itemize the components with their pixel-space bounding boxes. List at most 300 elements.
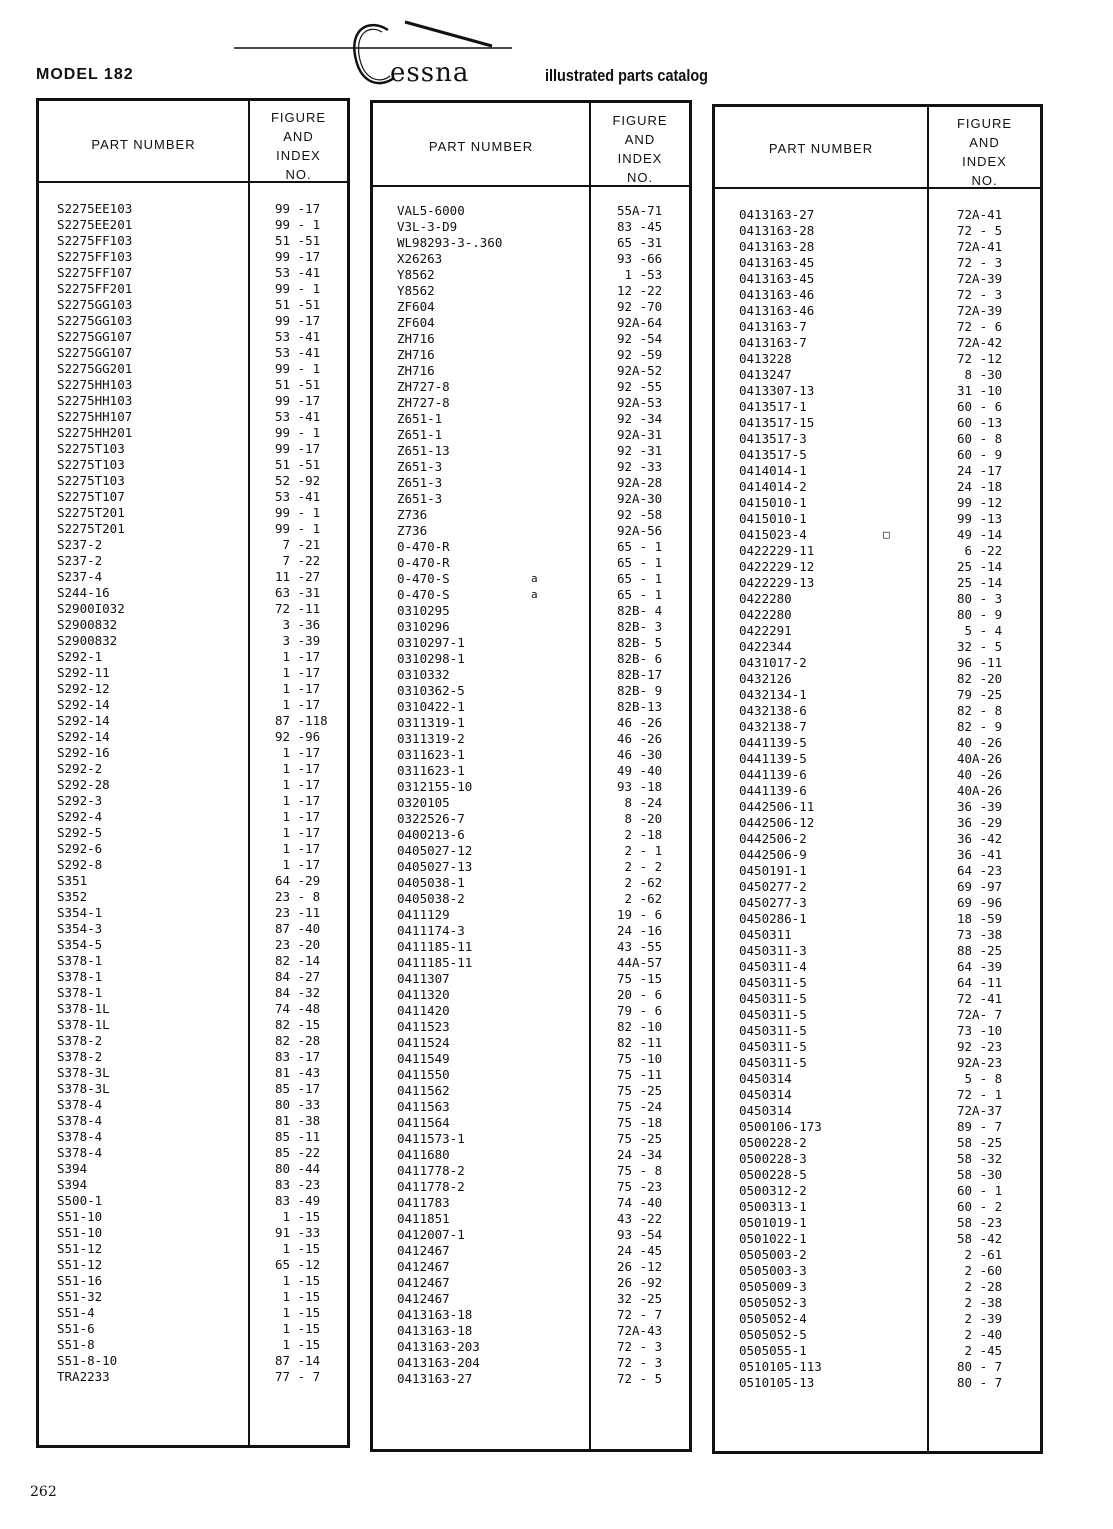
table-row xyxy=(373,1211,689,1227)
figure-index: 83 -23 xyxy=(275,1177,321,1192)
part-number: S354-5 xyxy=(57,937,103,952)
table-row xyxy=(39,1353,347,1369)
figure-index: 74 -40 xyxy=(617,1195,663,1210)
table-row xyxy=(715,1039,1040,1055)
table-row xyxy=(39,233,347,249)
table-row xyxy=(715,639,1040,655)
part-number: S292-14 xyxy=(57,729,110,744)
part-number: 0413307-13 xyxy=(739,383,815,398)
figure-index: 60 - 8 xyxy=(957,431,1003,446)
table-row xyxy=(715,1199,1040,1215)
figure-index: 5 - 8 xyxy=(957,1071,1003,1086)
figure-index: 72 -12 xyxy=(957,351,1003,366)
part-number: S394 xyxy=(57,1177,88,1192)
part-number: 0310422-1 xyxy=(397,699,465,714)
figure-index: 83 -45 xyxy=(617,219,663,234)
part-number: S2275GG103 xyxy=(57,313,133,328)
part-number: S51-16 xyxy=(57,1273,103,1288)
table-row xyxy=(39,985,347,1001)
part-number: 0450311-5 xyxy=(739,1007,807,1022)
figure-index: 1 -15 xyxy=(275,1241,321,1256)
part-number: S244-16 xyxy=(57,585,110,600)
table-row xyxy=(39,393,347,409)
part-number: 0500312-2 xyxy=(739,1183,807,1198)
table-row xyxy=(39,1017,347,1033)
parts-list xyxy=(715,207,1040,1391)
figure-index: 43 -22 xyxy=(617,1211,663,1226)
part-number: 0400213-6 xyxy=(397,827,465,842)
part-number: S51-12 xyxy=(57,1241,103,1256)
table-row xyxy=(715,1279,1040,1295)
part-number: S2275HH103 xyxy=(57,393,133,408)
table-row xyxy=(373,667,689,683)
figure-index: 72A-41 xyxy=(957,239,1003,254)
figure-index: 26 -92 xyxy=(617,1275,663,1290)
table-row xyxy=(39,1209,347,1225)
part-number: S378-1L xyxy=(57,1017,110,1032)
figure-index: 36 -29 xyxy=(957,815,1003,830)
figure-index: 65 -31 xyxy=(617,235,663,250)
table-row xyxy=(715,239,1040,255)
part-number: 0413163-28 xyxy=(739,239,815,254)
part-number: 0500106-173 xyxy=(739,1119,822,1134)
part-number: 0320105 xyxy=(397,795,450,810)
part-number: 0450277-2 xyxy=(739,879,807,894)
table-row xyxy=(715,703,1040,719)
part-number: 0442506-11 xyxy=(739,799,815,814)
table-row xyxy=(39,793,347,809)
part-number: S354-3 xyxy=(57,921,103,936)
figure-index: 24 -16 xyxy=(617,923,663,938)
figure-index: 18 -59 xyxy=(957,911,1003,926)
table-row xyxy=(715,783,1040,799)
figure-index: 24 -34 xyxy=(617,1147,663,1162)
table-row xyxy=(715,655,1040,671)
figure-index: 72 -41 xyxy=(957,991,1003,1006)
figure-index: 82 -20 xyxy=(957,671,1003,686)
figure-index: 87 -118 xyxy=(275,713,328,728)
figure-index: 53 -41 xyxy=(275,345,321,360)
part-number: 0411851 xyxy=(397,1211,450,1226)
part-number: S292-14 xyxy=(57,713,110,728)
part-number: S2275GG107 xyxy=(57,329,133,344)
figure-index: 1 -17 xyxy=(275,777,321,792)
figure-index: 84 -32 xyxy=(275,985,321,1000)
part-number: S2275HH201 xyxy=(57,425,133,440)
figure-index: 83 -49 xyxy=(275,1193,321,1208)
part-number: S2275T201 xyxy=(57,521,125,536)
table-row xyxy=(715,975,1040,991)
part-number: 0310297-1 xyxy=(397,635,465,650)
table-row xyxy=(715,1151,1040,1167)
table-row xyxy=(373,283,689,299)
parts-list xyxy=(39,201,347,1385)
table-row xyxy=(373,1179,689,1195)
figure-index: 46 -26 xyxy=(617,715,663,730)
figure-index: 1 -15 xyxy=(275,1321,321,1336)
figure-index: 58 -42 xyxy=(957,1231,1003,1246)
figure-index: 1 -17 xyxy=(275,745,321,760)
table-row xyxy=(715,847,1040,863)
table-row xyxy=(715,751,1040,767)
figure-index: 96 -11 xyxy=(957,655,1003,670)
part-number: 0413163-7 xyxy=(739,335,807,350)
part-number: S2900I032 xyxy=(57,601,125,616)
figure-index: 65 - 1 xyxy=(617,571,663,586)
part-number: 0310362-5 xyxy=(397,683,465,698)
table-row xyxy=(39,665,347,681)
part-number: 0414014-1 xyxy=(739,463,807,478)
table-row xyxy=(715,863,1040,879)
table-row xyxy=(373,955,689,971)
figure-index: 87 -14 xyxy=(275,1353,321,1368)
table-row xyxy=(373,1115,689,1131)
figure-index: 2 -38 xyxy=(957,1295,1003,1310)
table-row xyxy=(39,265,347,281)
part-number: 0411307 xyxy=(397,971,450,986)
part-number: ZF604 xyxy=(397,315,435,330)
table-row xyxy=(715,223,1040,239)
table-row xyxy=(39,1273,347,1289)
table-row xyxy=(715,559,1040,575)
part-number: S51-4 xyxy=(57,1305,95,1320)
table-row xyxy=(373,1259,689,1275)
figure-index: 2 - 1 xyxy=(617,843,663,858)
figure-index: 1 -17 xyxy=(275,697,321,712)
part-number: 0431017-2 xyxy=(739,655,807,670)
figure-index: 2 -60 xyxy=(957,1263,1003,1278)
part-number: Z651-1 xyxy=(397,411,443,426)
table-row xyxy=(715,1359,1040,1375)
figure-index: 93 -54 xyxy=(617,1227,663,1242)
part-number: 0411524 xyxy=(397,1035,450,1050)
table-row xyxy=(373,1147,689,1163)
figure-index: 82 -15 xyxy=(275,1017,321,1032)
part-number: 0422280 xyxy=(739,607,792,622)
part-number: 0413228 xyxy=(739,351,792,366)
part-number: S292-2 xyxy=(57,761,103,776)
table-row xyxy=(373,427,689,443)
figure-index: 60 - 2 xyxy=(957,1199,1003,1214)
table-row xyxy=(373,411,689,427)
part-number: 0310295 xyxy=(397,603,450,618)
figure-index: 64 -23 xyxy=(957,863,1003,878)
figure-index: 64 -29 xyxy=(275,873,321,888)
figure-index: 25 -14 xyxy=(957,575,1003,590)
figure-index: 1 -17 xyxy=(275,761,321,776)
table-row xyxy=(39,697,347,713)
table-row xyxy=(373,619,689,635)
table-row xyxy=(715,1231,1040,1247)
figure-index: 1 -17 xyxy=(275,793,321,808)
part-number: S51-12 xyxy=(57,1257,103,1272)
figure-index: 82B- 4 xyxy=(617,603,663,618)
part-number: 0442506-12 xyxy=(739,815,815,830)
figure-index: 85 -11 xyxy=(275,1129,321,1144)
figure-index: 72 - 3 xyxy=(957,255,1003,270)
figure-index: 46 -26 xyxy=(617,731,663,746)
part-number: ZH727-8 xyxy=(397,395,450,410)
figure-index: 2 -39 xyxy=(957,1311,1003,1326)
part-number: 0413163-45 xyxy=(739,271,815,286)
figure-index: 44A-57 xyxy=(617,955,663,970)
part-number: TRA2233 xyxy=(57,1369,110,1384)
part-number: 0412467 xyxy=(397,1243,450,1258)
part-number: 0411563 xyxy=(397,1099,450,1114)
figure-index: 82B-17 xyxy=(617,667,663,682)
figure-index: 99 - 1 xyxy=(275,217,321,232)
part-number: S351 xyxy=(57,873,88,888)
part-number: S292-11 xyxy=(57,665,110,680)
table-row xyxy=(39,441,347,457)
part-number: 0510105-13 xyxy=(739,1375,815,1390)
table-row xyxy=(373,539,689,555)
part-number: 0-470-R xyxy=(397,555,450,570)
part-number: 0441139-6 xyxy=(739,783,807,798)
figure-index: 99 - 1 xyxy=(275,521,321,536)
table-row xyxy=(373,1131,689,1147)
figure-index: 72 - 6 xyxy=(957,319,1003,334)
part-number: S378-1 xyxy=(57,953,103,968)
part-number: 0413163-18 xyxy=(397,1307,473,1322)
table-row xyxy=(373,923,689,939)
figure-index: 92A-52 xyxy=(617,363,663,378)
table-row xyxy=(373,1195,689,1211)
figure-index: 99 - 1 xyxy=(275,281,321,296)
part-number: 0442506-9 xyxy=(739,847,807,862)
table-row xyxy=(715,1327,1040,1343)
figure-index: 82 - 8 xyxy=(957,703,1003,718)
table-row xyxy=(715,943,1040,959)
part-number: 0500228-2 xyxy=(739,1135,807,1150)
figure-index-header: FIGURE AND INDEX NO. xyxy=(956,116,1013,188)
figure-index: 60 - 1 xyxy=(957,1183,1003,1198)
part-number: 0-470-R xyxy=(397,539,450,554)
figure-index: 63 -31 xyxy=(275,585,321,600)
part-number: S51-10 xyxy=(57,1209,103,1224)
figure-index: 8 -20 xyxy=(617,811,663,826)
part-number: S378-1 xyxy=(57,985,103,1000)
figure-index: 1 -17 xyxy=(275,841,321,856)
figure-index: 99 - 1 xyxy=(275,505,321,520)
note-mark: □ xyxy=(883,528,890,541)
part-number: 0441139-6 xyxy=(739,767,807,782)
part-number: S378-3L xyxy=(57,1081,110,1096)
figure-index: 32 -25 xyxy=(617,1291,663,1306)
table-row xyxy=(715,927,1040,943)
figure-index: 99 - 1 xyxy=(275,425,321,440)
table-row xyxy=(39,937,347,953)
figure-index: 82B- 6 xyxy=(617,651,663,666)
part-number: 0422291 xyxy=(739,623,792,638)
table-row xyxy=(373,251,689,267)
figure-index: 2 -62 xyxy=(617,875,663,890)
figure-index: 75 -15 xyxy=(617,971,663,986)
part-number: S237-2 xyxy=(57,553,103,568)
table-row xyxy=(373,315,689,331)
part-number: 0413517-5 xyxy=(739,447,807,462)
figure-index: 77 - 7 xyxy=(275,1369,321,1384)
table-row xyxy=(715,463,1040,479)
figure-index: 49 -14 xyxy=(957,527,1003,542)
part-number: 0411320 xyxy=(397,987,450,1002)
part-number: V3L-3-D9 xyxy=(397,219,458,234)
part-number: S237-4 xyxy=(57,569,103,584)
table-row xyxy=(715,1375,1040,1391)
part-number: 0432138-6 xyxy=(739,703,807,718)
part-number: 0422229-11 xyxy=(739,543,815,558)
part-number-header: PART NUMBER xyxy=(768,141,874,156)
figure-index: 87 -40 xyxy=(275,921,321,936)
figure-index: 72 - 3 xyxy=(617,1355,663,1370)
part-number: S2275T103 xyxy=(57,457,125,472)
part-number: 0505055-1 xyxy=(739,1343,807,1358)
figure-index: 58 -32 xyxy=(957,1151,1003,1166)
figure-index: 92 -55 xyxy=(617,379,663,394)
part-number: S2275FF103 xyxy=(57,233,133,248)
figure-index: 72 - 1 xyxy=(957,1087,1003,1102)
figure-index: 80 - 7 xyxy=(957,1359,1003,1374)
table-row xyxy=(373,1371,689,1387)
figure-index: 79 -25 xyxy=(957,687,1003,702)
figure-index: 92A-56 xyxy=(617,523,663,538)
part-number: S2275FF103 xyxy=(57,249,133,264)
table-row xyxy=(373,331,689,347)
part-number: 0412467 xyxy=(397,1291,450,1306)
part-number: Z651-3 xyxy=(397,475,443,490)
table-row xyxy=(39,649,347,665)
part-number: 0422280 xyxy=(739,591,792,606)
figure-index: 93 -18 xyxy=(617,779,663,794)
table-row xyxy=(715,383,1040,399)
table-row xyxy=(39,1049,347,1065)
table-row xyxy=(373,1099,689,1115)
figure-index: 81 -38 xyxy=(275,1113,321,1128)
part-number: S2275GG107 xyxy=(57,345,133,360)
figure-index: 64 -39 xyxy=(957,959,1003,974)
figure-index: 72A-43 xyxy=(617,1323,663,1338)
figure-index: 84 -27 xyxy=(275,969,321,984)
figure-index: 19 - 6 xyxy=(617,907,663,922)
part-number: 0311319-2 xyxy=(397,731,465,746)
part-number: Z651-3 xyxy=(397,491,443,506)
part-number: Y8562 xyxy=(397,267,435,282)
part-number: S500-1 xyxy=(57,1193,103,1208)
table-row xyxy=(39,1033,347,1049)
part-number: S2275FF201 xyxy=(57,281,133,296)
table-row xyxy=(39,1241,347,1257)
figure-index: 7 -22 xyxy=(275,553,321,568)
table-row xyxy=(715,575,1040,591)
figure-index: 93 -66 xyxy=(617,251,663,266)
table-row xyxy=(39,1177,347,1193)
part-number: S292-5 xyxy=(57,825,103,840)
part-number: S2275GG201 xyxy=(57,361,133,376)
part-number-header: PART NUMBER xyxy=(91,137,196,152)
table-row xyxy=(39,809,347,825)
figure-index: 82 - 9 xyxy=(957,719,1003,734)
figure-index: 40A-26 xyxy=(957,783,1003,798)
figure-index: 23 - 8 xyxy=(275,889,321,904)
table-row xyxy=(373,395,689,411)
figure-index: 11 -27 xyxy=(275,569,321,584)
table-row xyxy=(39,249,347,265)
figure-index: 99 -17 xyxy=(275,249,321,264)
table-row xyxy=(373,299,689,315)
part-number: 0405027-13 xyxy=(397,859,473,874)
table-row xyxy=(715,351,1040,367)
table-row xyxy=(715,911,1040,927)
part-number: ZF604 xyxy=(397,299,435,314)
table-row xyxy=(39,1097,347,1113)
figure-index: 72 - 3 xyxy=(957,287,1003,302)
part-number: S378-1L xyxy=(57,1001,110,1016)
figure-index: 49 -40 xyxy=(617,763,663,778)
part-number: S378-4 xyxy=(57,1113,103,1128)
figure-index: 3 -39 xyxy=(275,633,321,648)
table-row xyxy=(373,875,689,891)
table-row xyxy=(39,617,347,633)
figure-index: 75 -25 xyxy=(617,1131,663,1146)
figure-index: 82 -14 xyxy=(275,953,321,968)
table-row xyxy=(373,731,689,747)
table-row xyxy=(39,1257,347,1273)
table-row xyxy=(373,219,689,235)
part-number: 0411420 xyxy=(397,1003,450,1018)
part-number: S378-2 xyxy=(57,1049,103,1064)
figure-index: 51 -51 xyxy=(275,233,321,248)
figure-index: 92 -59 xyxy=(617,347,663,362)
figure-index: 65 - 1 xyxy=(617,555,663,570)
part-number: 0500313-1 xyxy=(739,1199,807,1214)
part-number: S292-14 xyxy=(57,697,110,712)
table-row xyxy=(373,1227,689,1243)
table-row xyxy=(715,431,1040,447)
table-row xyxy=(373,1339,689,1355)
part-number: 0450277-3 xyxy=(739,895,807,910)
part-number: Z651-1 xyxy=(397,427,443,442)
table-row xyxy=(715,271,1040,287)
figure-index: 40 -26 xyxy=(957,767,1003,782)
figure-index: 46 -30 xyxy=(617,747,663,762)
table-row xyxy=(373,523,689,539)
table-row xyxy=(373,1355,689,1371)
table-row xyxy=(373,443,689,459)
table-row xyxy=(39,201,347,217)
table-row xyxy=(373,651,689,667)
figure-index: 2 -61 xyxy=(957,1247,1003,1262)
figure-index: 92 -33 xyxy=(617,459,663,474)
table-row xyxy=(715,399,1040,415)
figure-index: 1 -17 xyxy=(275,681,321,696)
figure-index: 91 -33 xyxy=(275,1225,321,1240)
figure-index: 65 - 1 xyxy=(617,539,663,554)
part-number: S2275FF107 xyxy=(57,265,133,280)
figure-index: 36 -39 xyxy=(957,799,1003,814)
table-row xyxy=(373,1275,689,1291)
figure-index: 72 - 3 xyxy=(617,1339,663,1354)
table-row xyxy=(715,591,1040,607)
table-row xyxy=(715,255,1040,271)
part-number: 0450311-5 xyxy=(739,991,807,1006)
part-number: S292-3 xyxy=(57,793,103,808)
figure-index: 43 -55 xyxy=(617,939,663,954)
brand-wordmark: essna xyxy=(390,58,470,88)
part-number: 0450311-5 xyxy=(739,1055,807,1070)
table-row xyxy=(39,681,347,697)
part-number: 0411550 xyxy=(397,1067,450,1082)
figure-index: 92 -31 xyxy=(617,443,663,458)
